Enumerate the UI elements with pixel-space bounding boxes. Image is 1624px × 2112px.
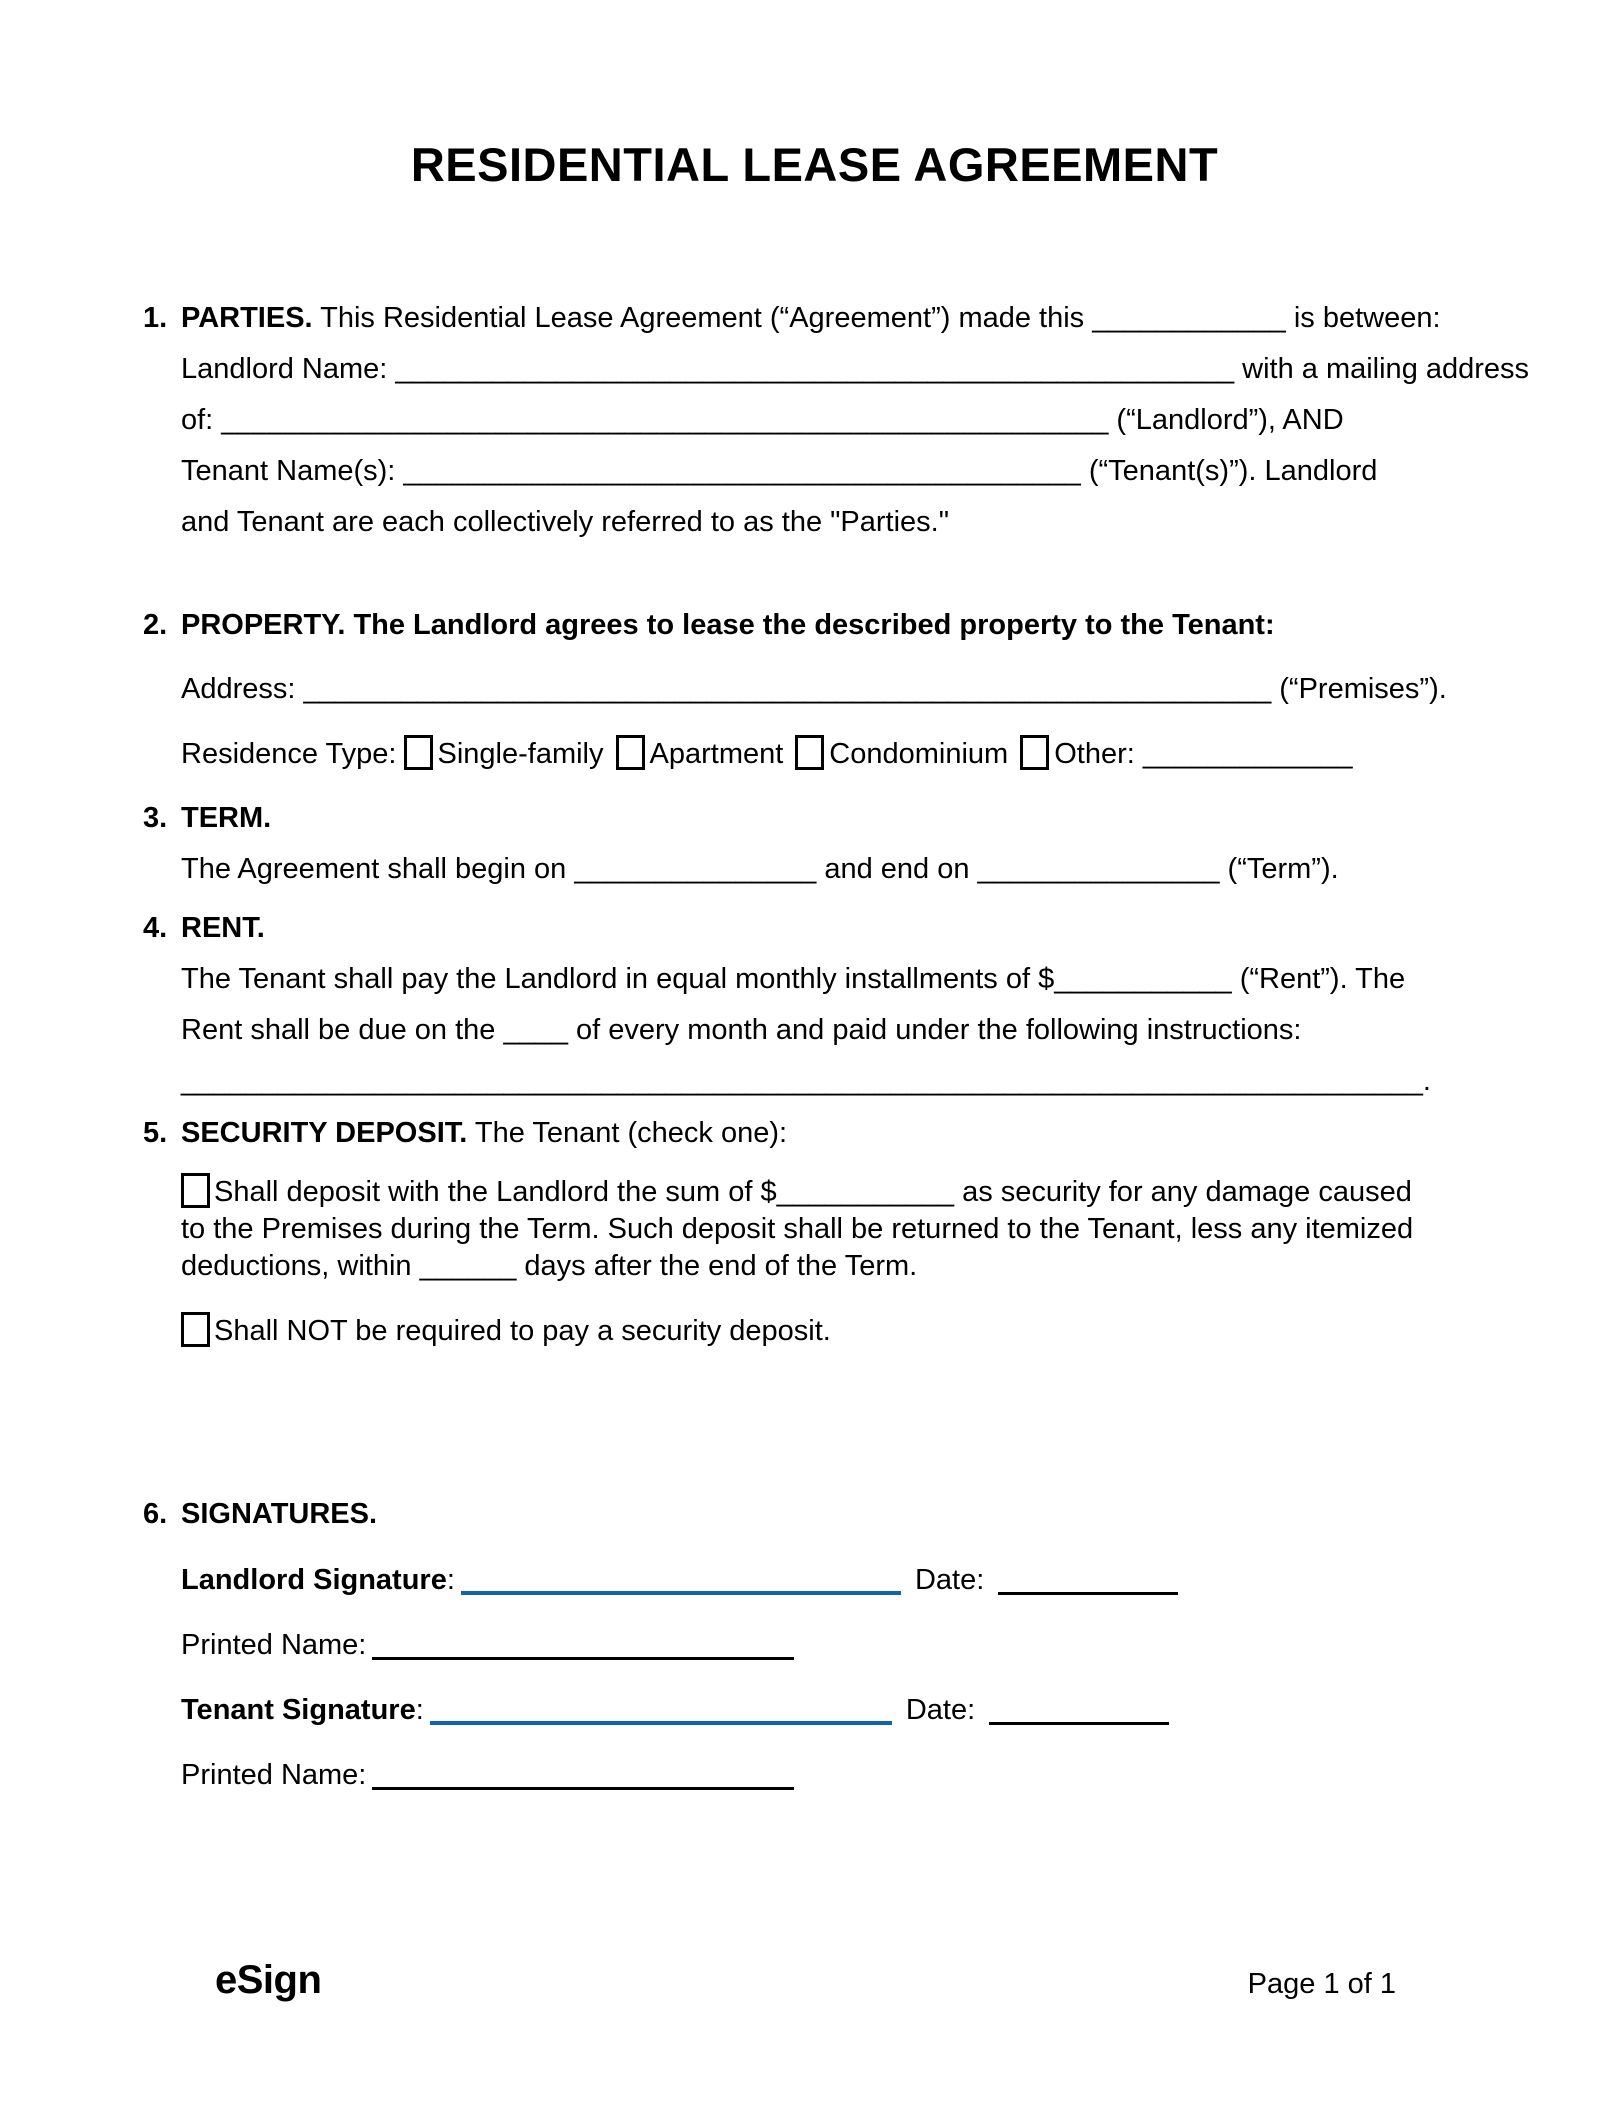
security-option-no-deposit — [181, 1312, 1456, 1350]
landlord-date-blank — [998, 1562, 1178, 1595]
residence-option-apartment: Apartment — [649, 738, 784, 770]
residence-option-other: Other: — [1054, 738, 1135, 770]
section-term — [143, 793, 1486, 895]
rent-label: RENT. — [181, 912, 265, 944]
section-signatures — [143, 1489, 1486, 1801]
term-body-line: The Agreement shall begin on _______________ and end on _______________ (“Term”). — [181, 853, 1339, 885]
tenant-signature-colon: : — [415, 1694, 424, 1726]
security-heading-rest: The Tenant (check one): — [474, 1117, 788, 1149]
security-option-deposit-line-1: Shall deposit with the Landlord the sum of $___________ as security for any damage caused — [214, 1176, 1412, 1208]
property-address-line: Address: ____________________________________________________________ (“Premises”). — [181, 673, 1447, 705]
tenant-printed-name-blank — [372, 1757, 794, 1790]
page-indicator: Page 1 of 1 — [1247, 1968, 1396, 2000]
security-label: SECURITY DEPOSIT. — [181, 1117, 468, 1149]
section-number-signatures: 6. — [143, 1498, 168, 1530]
rent-instructions-blank-line: _____________________________________________________________________________. — [181, 1065, 1431, 1097]
parties-label: PARTIES. — [181, 302, 313, 334]
security-heading-line — [181, 1108, 1486, 1159]
parties-heading-rest: This Residential Lease Agreement (“Agreement”) made this ____________ is between: — [320, 302, 1441, 334]
security-option-no-deposit-text: Shall NOT be required to pay a security deposit. — [214, 1315, 831, 1347]
landlord-printed-name-blank — [372, 1627, 794, 1660]
landlord-signature-row — [181, 1555, 1486, 1606]
tenant-signature-field[interactable] — [430, 1691, 892, 1725]
esign-logo: eSign — [215, 1958, 322, 2002]
parties-heading-line — [181, 293, 1486, 344]
landlord-printed-name-label: Printed Name: — [181, 1629, 367, 1661]
term-heading-line — [181, 793, 1486, 844]
tenant-printed-name-row — [181, 1750, 1486, 1801]
page-title: RESIDENTIAL LEASE AGREEMENT — [410, 138, 1219, 191]
term-label: TERM. — [181, 802, 272, 834]
section-security-deposit — [143, 1108, 1486, 1350]
security-option-deposit-line-3: deductions, within ______ days after the end of the Term. — [181, 1250, 918, 1282]
checkbox-other[interactable] — [1020, 735, 1049, 770]
section-number-rent: 4. — [143, 912, 168, 944]
landlord-address-line: of: _______________________________________________________ (“Landlord”), AND — [181, 404, 1344, 436]
rent-body-line-2: Rent shall be due on the ____ of every month and paid under the following instructions: — [181, 1014, 1302, 1046]
section-parties — [143, 293, 1530, 548]
residence-other-blank: _____________ — [1142, 738, 1353, 770]
residence-option-condominium: Condominium — [829, 738, 1009, 770]
section-number-security: 5. — [143, 1117, 168, 1149]
signatures-heading-line — [181, 1489, 1486, 1540]
residence-option-single-family: Single-family — [437, 738, 604, 770]
section-number-parties: 1. — [143, 302, 168, 334]
checkbox-shall-deposit[interactable] — [181, 1173, 210, 1208]
section-number-property: 2. — [143, 609, 168, 641]
property-heading-line — [181, 600, 1486, 651]
rent-body-line-1: The Tenant shall pay the Landlord in equal monthly installments of $___________ (“Rent”). The — [181, 963, 1406, 995]
landlord-name-line: Landlord Name: ____________________________________________________ with a mailing address — [181, 353, 1530, 385]
tenant-name-line: Tenant Name(s): __________________________________________ (“Tenant(s)”). Landlord — [181, 455, 1378, 487]
residence-type-label: Residence Type: — [181, 738, 397, 770]
rent-heading-line — [181, 903, 1486, 954]
section-number-term: 3. — [143, 802, 168, 834]
tenant-signature-label: Tenant Signature — [181, 1694, 416, 1726]
checkbox-apartment[interactable] — [616, 735, 645, 770]
signatures-label: SIGNATURES. — [181, 1498, 378, 1530]
tenant-signature-row — [181, 1685, 1486, 1736]
checkbox-condominium[interactable] — [795, 735, 824, 770]
landlord-signature-colon: : — [446, 1564, 455, 1596]
parties-closing-line: and Tenant are each collectively referred to as the "Parties." — [181, 506, 950, 538]
section-property — [143, 600, 1486, 780]
checkbox-shall-not-deposit[interactable] — [181, 1312, 210, 1347]
landlord-signature-field[interactable] — [461, 1561, 901, 1595]
landlord-printed-name-row — [181, 1620, 1486, 1671]
landlord-signature-label: Landlord Signature — [181, 1564, 447, 1596]
residence-type-row — [181, 729, 1486, 780]
tenant-date-blank — [989, 1692, 1169, 1725]
landlord-date-label: Date: — [914, 1564, 985, 1596]
page-footer — [0, 1958, 1624, 2003]
property-heading-rest: The Landlord agrees to lease the described property to the Tenant: — [353, 609, 1275, 641]
property-label: PROPERTY. — [181, 609, 346, 641]
security-option-deposit-line-2: to the Premises during the Term. Such deposit shall be returned to the Tenant, less any itemized — [181, 1213, 1414, 1245]
tenant-printed-name-label: Printed Name: — [181, 1759, 367, 1791]
checkbox-single-family[interactable] — [404, 735, 433, 770]
security-option-deposit — [181, 1173, 1456, 1285]
tenant-date-label: Date: — [905, 1694, 976, 1726]
section-rent — [143, 903, 1486, 1107]
